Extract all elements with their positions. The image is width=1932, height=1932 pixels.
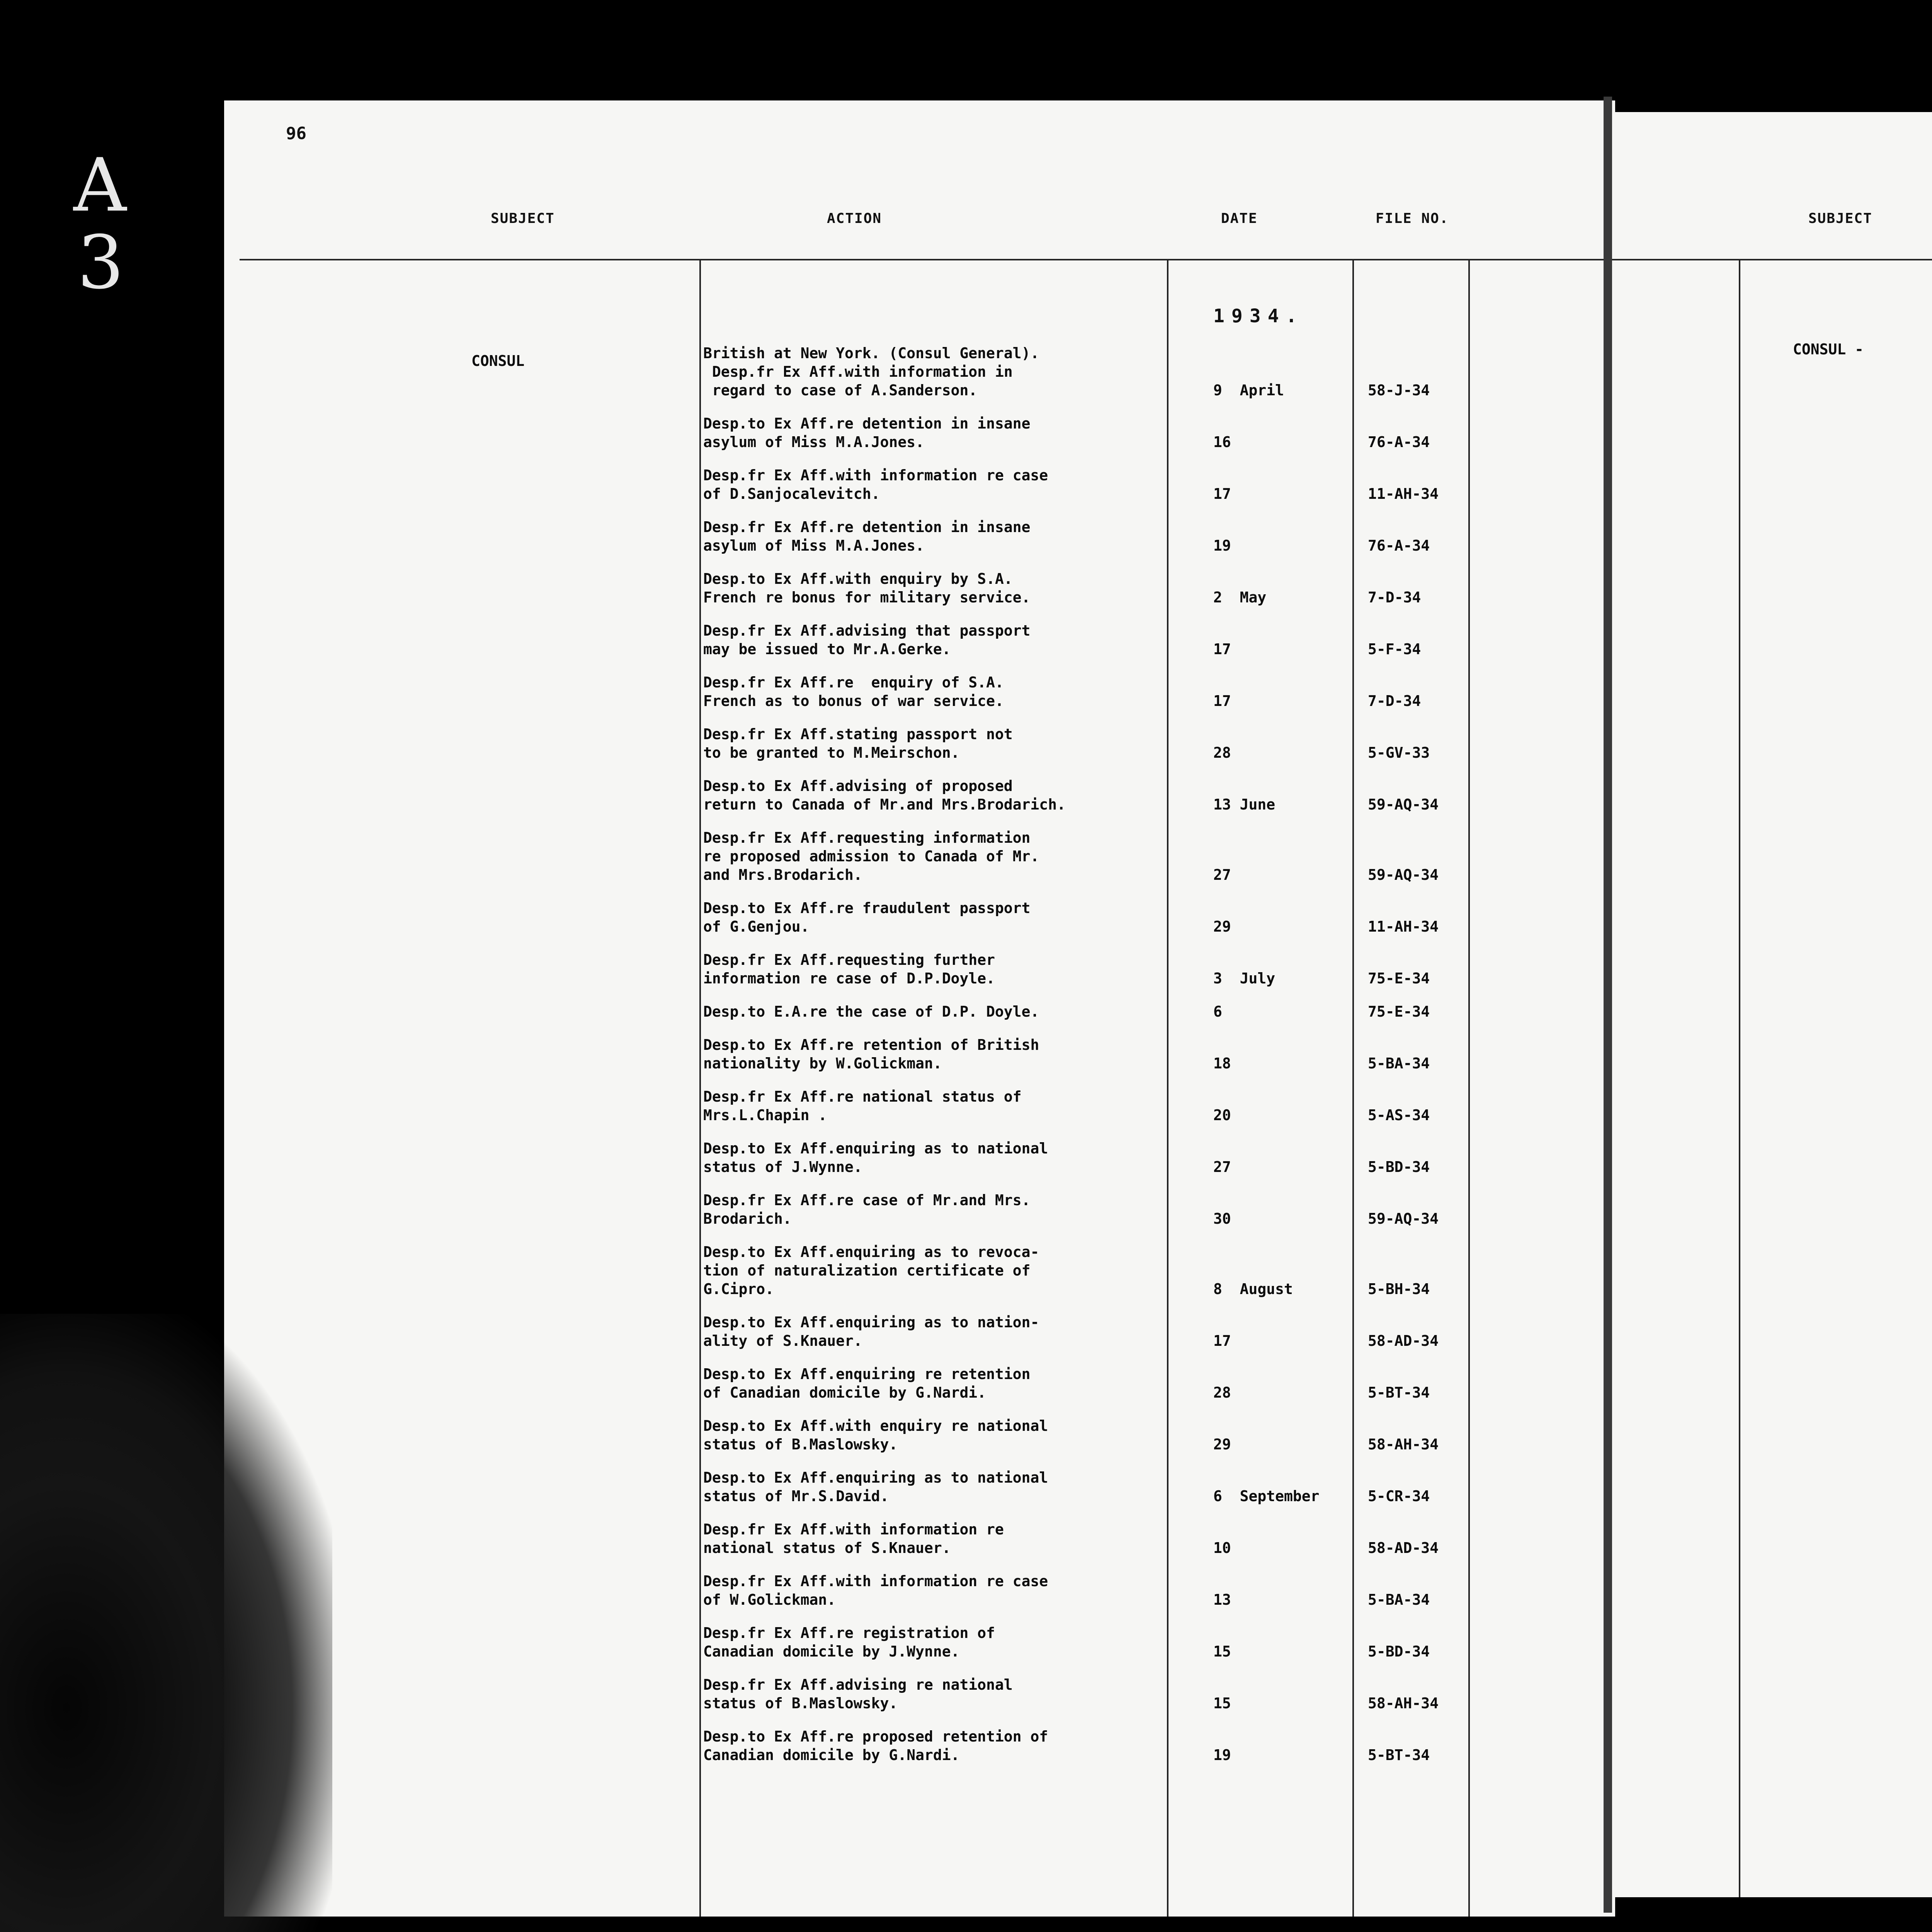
entry-date: 27 [1213,1158,1231,1175]
entry-date: 9 April [1213,382,1284,399]
entry-file-no: 75-E-34 [1368,970,1430,987]
entry-file-no: 5-BT-34 [1368,1747,1430,1764]
entry-file-no: 76-A-34 [1368,434,1430,451]
header-rule [240,259,1607,260]
entry-date: 19 [1213,537,1231,554]
entry-file-no: 5-GV-33 [1368,744,1430,761]
column-rule [1739,259,1740,1897]
entry-action: Desp.to Ex Aff.re retention of British nationality by W.Golickman. [703,1036,1039,1072]
entry-date: 17 [1213,1332,1231,1349]
left-index-tab [73,143,139,305]
entry-action: Desp.fr Ex Aff.requesting information re proposed admission to Canada of Mr. and Mrs.Brodarich. [703,829,1039,883]
entry-action: Desp.fr Ex Aff.requesting further information re case of D.P.Doyle. [703,951,995,987]
header-rule [1600,259,1932,260]
entry-file-no: 5-BT-34 [1368,1384,1430,1401]
entry-action: Desp.fr Ex Aff.with information re case of W.Golickman. [703,1573,1048,1608]
subject-label: CONSUL [471,352,525,369]
entry-file-no: 75-E-34 [1368,1003,1430,1020]
entry-date: 20 [1213,1107,1231,1124]
entry-date: 18 [1213,1055,1231,1072]
header-subject: SUBJECT [491,211,555,226]
entry-file-no: 58-AH-34 [1368,1695,1439,1712]
entry-date: 15 [1213,1643,1231,1660]
entry-action: Desp.to Ex Aff.with enquiry re national status of B.Maslowsky. [703,1417,1048,1453]
book-gutter [1604,97,1612,1913]
entry-file-no: 58-J-34 [1368,382,1430,399]
subject-label: CONSUL - [1793,341,1864,358]
entry-action: Desp.fr Ex Aff.with information re national status of S.Knauer. [703,1521,1004,1556]
entry-file-no: 58-AH-34 [1368,1436,1439,1453]
entry-date: 17 [1213,692,1231,709]
header-action: ACTION [827,211,882,226]
entry-action: Desp.fr Ex Aff.advising re national status of B.Maslowsky. [703,1676,1013,1712]
entry-file-no: 5-BH-34 [1368,1281,1430,1298]
entry-date: 29 [1213,1436,1231,1453]
left-ledger-page [224,100,1615,1917]
entry-action: Desp.to Ex Aff.enquiring as to national status of Mr.S.David. [703,1469,1048,1505]
column-rule [1468,259,1470,1917]
column-rule [1167,259,1168,1917]
entry-action: Desp.fr Ex Aff.stating passport not to be granted to M.Meirschon. [703,726,1013,761]
header-file-no: FILE NO. [1376,211,1449,226]
entry-action: Desp.to E.A.re the case of D.P. Doyle. [703,1003,1039,1020]
entry-date: 27 [1213,866,1231,883]
entry-action: Desp.fr Ex Aff.re case of Mr.and Mrs. Brodarich. [703,1192,1031,1227]
entry-file-no: 11-AH-34 [1368,485,1439,502]
entry-date: 29 [1213,918,1231,935]
tab-number: 3 [77,220,124,305]
entry-file-no: 5-F-34 [1368,641,1421,658]
entry-date: 3 July [1213,970,1276,987]
entry-action: Desp.fr Ex Aff.advising that passport may be issued to Mr.A.Gerke. [703,622,1031,658]
entry-file-no: 58-AD-34 [1368,1332,1439,1349]
column-rule [699,259,701,1917]
entry-file-no: 59-AQ-34 [1368,866,1439,883]
year-label: 1934. [1213,305,1304,327]
entry-date: 15 [1213,1695,1231,1712]
entry-date: 6 [1213,1003,1222,1020]
entry-file-no: 7-D-34 [1368,589,1421,606]
entry-date: 17 [1213,641,1231,658]
entry-action: Desp.to Ex Aff.re fraudulent passport of G.Genjou. [703,900,1031,935]
entry-date: 28 [1213,1384,1231,1401]
entry-action: Desp.to Ex Aff.enquiring as to national status of J.Wynne. [703,1140,1048,1175]
entry-date: 6 September [1213,1488,1320,1505]
page-number: 96 [286,124,306,143]
entry-date: 19 [1213,1747,1231,1764]
entry-action: Desp.fr Ex Aff.re detention in insane asylum of Miss M.A.Jones. [703,519,1031,554]
entry-action: Desp.to Ex Aff.enquiring as to revoca- tion of naturalization certificate of G.Cipro. [703,1243,1039,1298]
entry-action: Desp.to Ex Aff.enquiring as to nation- ality of S.Knauer. [703,1314,1039,1349]
entry-date: 17 [1213,485,1231,502]
hand-shadow [0,1314,332,1932]
entry-action: Desp.to Ex Aff.enquiring re retention of Canadian domicile by G.Nardi. [703,1366,1031,1401]
entry-date: 30 [1213,1210,1231,1227]
entry-date: 10 [1213,1539,1231,1556]
entry-action: Desp.fr Ex Aff.re enquiry of S.A. French as to bonus of war service. [703,674,1004,709]
entry-file-no: 59-AQ-34 [1368,1210,1439,1227]
entry-file-no: 5-BA-34 [1368,1055,1430,1072]
entry-action: Desp.fr Ex Aff.with information re case of D.Sanjocalevitch. [703,467,1048,502]
header-date: DATE [1221,211,1258,226]
entry-date: 8 August [1213,1281,1293,1298]
tab-letter: A [73,143,127,228]
right-ledger-page [1600,112,1932,1897]
entry-action: Desp.fr Ex Aff.re national status of Mrs.L.Chapin . [703,1088,1022,1124]
column-rule [1352,259,1354,1917]
entry-file-no: 58-AD-34 [1368,1539,1439,1556]
entry-action: Desp.fr Ex Aff.re registration of Canadian domicile by J.Wynne. [703,1624,995,1660]
entry-date: 2 May [1213,589,1267,606]
entry-file-no: 5-BD-34 [1368,1643,1430,1660]
entry-action: Desp.to Ex Aff.with enquiry by S.A. French re bonus for military service. [703,570,1031,606]
header-subject: SUBJECT [1808,211,1872,226]
entry-action: British at New York. (Consul General). Desp.fr Ex Aff.with information in regard to case of A.Sanderson. [703,345,1039,399]
entry-action: Desp.to Ex Aff.re proposed retention of Canadian domicile by G.Nardi. [703,1728,1048,1764]
entry-action: Desp.to Ex Aff.re detention in insane asylum of Miss M.A.Jones. [703,415,1031,451]
entry-date: 13 [1213,1591,1231,1608]
entry-file-no: 76-A-34 [1368,537,1430,554]
entry-file-no: 5-BD-34 [1368,1158,1430,1175]
entry-file-no: 5-BA-34 [1368,1591,1430,1608]
entry-action: Desp.to Ex Aff.advising of proposed return to Canada of Mr.and Mrs.Brodarich. [703,777,1066,813]
entry-file-no: 7-D-34 [1368,692,1421,709]
entry-file-no: 11-AH-34 [1368,918,1439,935]
entry-date: 28 [1213,744,1231,761]
entry-date: 13 June [1213,796,1276,813]
entry-file-no: 5-AS-34 [1368,1107,1430,1124]
entry-date: 16 [1213,434,1231,451]
entry-file-no: 59-AQ-34 [1368,796,1439,813]
entry-file-no: 5-CR-34 [1368,1488,1430,1505]
